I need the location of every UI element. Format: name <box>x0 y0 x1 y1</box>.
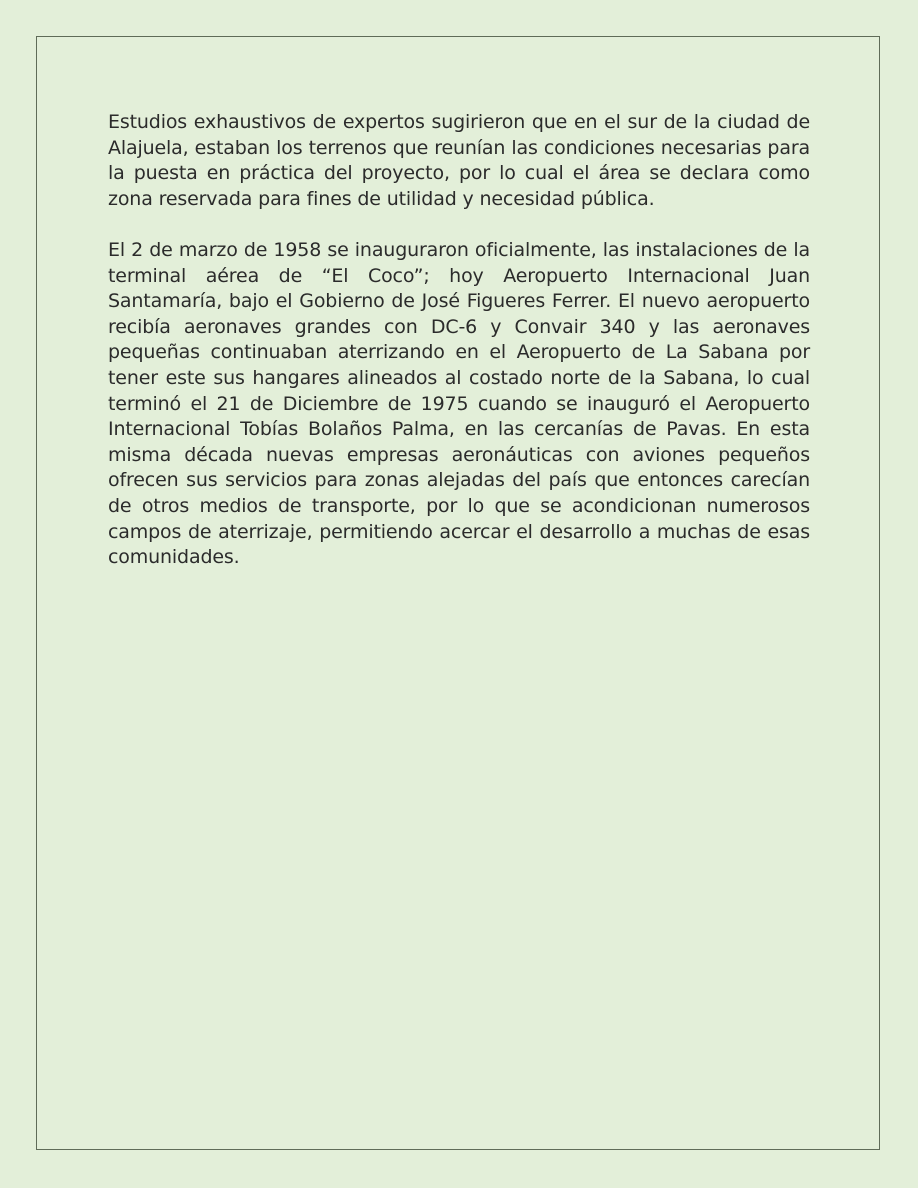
paragraph-el-coco-history: El 2 de marzo de 1958 se inauguraron oficialmente, las instalaciones de la terminal aérea de “El Coco”; hoy Aeropuerto Internacional Juan Santamaría, bajo el Gobierno de José Figueres Ferrer. El nuevo aeropuerto recibía aeronaves grandes con DC-6 y Convair 340 y las aeronaves pequeñas continuaban aterrizando en el Aeropuerto de La Sabana por tener este sus hangares alineados al costado norte de la Sabana, lo cual terminó el 21 de Diciembre de 1975 cuando se inauguró el Aeropuerto Internacional Tobías Bolaños Palma, en las cercanías de Pavas. En esta misma década nuevas empresas aeronáuticas con aviones pequeños ofrecen sus servicios para zonas alejadas del país que entonces carecían de otros medios de transporte, por lo que se acondicionan numerosos campos de aterrizaje, permitiendo acercar el desarrollo a muchas de esas comunidades. <box>108 238 810 569</box>
paragraph-alajuela-terrenos: Estudios exhaustivos de expertos sugirieron que en el sur de la ciudad de Alajuela, estaban los terrenos que reunían las condiciones necesarias para la puesta en práctica del proyecto, por lo cual el área se declara como zona reservada para fines de utilidad y necesidad pública. <box>108 111 810 210</box>
document-body <box>108 110 810 571</box>
